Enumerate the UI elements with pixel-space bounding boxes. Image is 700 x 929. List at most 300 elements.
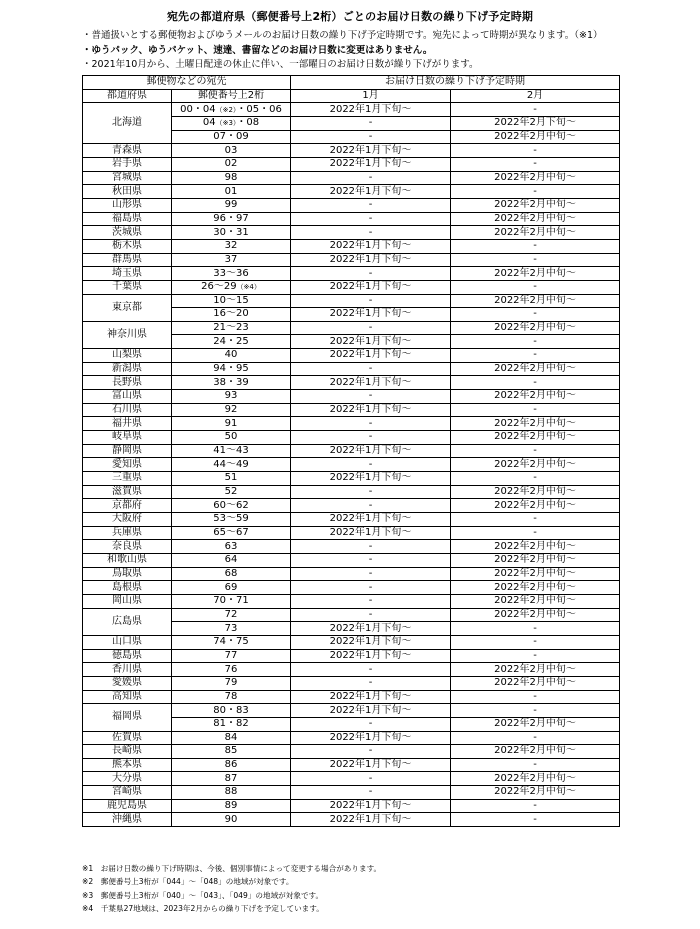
february-cell: - <box>451 157 620 171</box>
zip-value: 72 <box>224 608 238 620</box>
january-cell: 2022年1月下旬～ <box>291 335 451 349</box>
footnote-3: ※3 郵便番号上3桁が「040」～「043」、「049」の地域が対象です。 <box>82 890 324 900</box>
table-row <box>83 417 620 431</box>
header-prefecture: 都道府県 <box>83 89 172 103</box>
january-cell: - <box>291 116 451 130</box>
january-cell: 2022年1月下旬～ <box>291 103 451 117</box>
prefecture-cell: 沖縄県 <box>83 813 172 827</box>
february-cell: 2022年2月中旬～ <box>451 212 620 226</box>
january-cell: 2022年1月下旬～ <box>291 472 451 486</box>
prefecture-cell: 新潟県 <box>83 362 172 376</box>
zip-value: 16～20 <box>213 308 249 320</box>
zip-value: 68 <box>224 567 238 579</box>
zip-value: 44～49 <box>213 458 249 470</box>
february-cell: - <box>451 813 620 827</box>
january-cell: 2022年1月下旬～ <box>291 731 451 745</box>
february-cell: 2022年2月中旬～ <box>451 608 620 622</box>
zip-value: 84 <box>224 731 238 743</box>
january-cell: 2022年1月下旬～ <box>291 349 451 363</box>
table-row <box>83 704 620 718</box>
zip-value: 81・82 <box>213 718 249 730</box>
table-row <box>83 786 620 800</box>
january-cell: - <box>291 499 451 513</box>
zip-cell <box>172 321 291 335</box>
zip-cell <box>172 553 291 567</box>
january-cell: 2022年1月下旬～ <box>291 526 451 540</box>
zip-cell <box>172 116 291 130</box>
table-row <box>83 567 620 581</box>
table-row <box>83 513 620 527</box>
zip-value: 04 <box>202 117 216 129</box>
header-zip: 郵便番号上2桁 <box>172 89 291 103</box>
january-cell: - <box>291 772 451 786</box>
zip-cell <box>172 717 291 731</box>
prefecture-cell: 福島県 <box>83 212 172 226</box>
february-cell: - <box>451 649 620 663</box>
january-cell: - <box>291 171 451 185</box>
table-row <box>83 185 620 199</box>
january-cell: - <box>291 321 451 335</box>
table-row <box>83 444 620 458</box>
prefecture-cell: 奈良県 <box>83 540 172 554</box>
prefecture-cell: 秋田県 <box>83 185 172 199</box>
prefecture-cell: 愛媛県 <box>83 676 172 690</box>
february-cell: - <box>451 103 620 117</box>
prefecture-cell: 山梨県 <box>83 349 172 363</box>
table-row <box>83 499 620 513</box>
zip-note: （※4） <box>236 283 261 292</box>
zip-cell <box>172 772 291 786</box>
january-cell: 2022年1月下旬～ <box>291 376 451 390</box>
january-cell: - <box>291 362 451 376</box>
zip-value: 51 <box>224 472 238 484</box>
january-cell: - <box>291 226 451 240</box>
zip-cell <box>172 676 291 690</box>
february-cell: - <box>451 635 620 649</box>
zip-value-extra: ・05・06 <box>236 103 282 115</box>
prefecture-cell: 徳島県 <box>83 649 172 663</box>
zip-value: 10～15 <box>213 294 249 306</box>
intro-note-3: ・2021年10月から、土曜日配達の休止に伴い、一部曜日のお届け日数が繰り下げがります。 <box>82 59 479 71</box>
january-cell: - <box>291 458 451 472</box>
intro-note-2: ・ゆうパック、ゆうパケット、速達、書留などのお届け日数に変更はありません。 <box>82 44 433 56</box>
schedule-body <box>83 103 620 827</box>
prefecture-cell: 三重県 <box>83 472 172 486</box>
zip-cell <box>172 499 291 513</box>
january-cell: - <box>291 485 451 499</box>
february-cell: 2022年2月中旬～ <box>451 567 620 581</box>
zip-cell <box>172 253 291 267</box>
table-row <box>83 212 620 226</box>
zip-cell <box>172 212 291 226</box>
january-cell: - <box>291 130 451 144</box>
prefecture-cell: 和歌山県 <box>83 553 172 567</box>
january-cell: - <box>291 294 451 308</box>
february-cell: 2022年2月中旬～ <box>451 499 620 513</box>
zip-value: 80・83 <box>213 704 249 716</box>
zip-cell <box>172 226 291 240</box>
prefecture-cell: 茨城県 <box>83 226 172 240</box>
header-schedule: お届け日数の繰り下げ予定時期 <box>291 76 620 90</box>
table-row <box>83 663 620 677</box>
zip-cell <box>172 417 291 431</box>
february-cell: 2022年2月中旬～ <box>451 553 620 567</box>
header-destination: 郵便物などの宛先 <box>83 76 291 90</box>
february-cell: - <box>451 704 620 718</box>
table-row <box>83 321 620 335</box>
january-cell: 2022年1月下旬～ <box>291 622 451 636</box>
zip-value: 38・39 <box>213 376 249 388</box>
prefecture-cell: 富山県 <box>83 390 172 404</box>
zip-cell <box>172 103 291 117</box>
zip-value: 65～67 <box>213 526 249 538</box>
prefecture-cell: 福岡県 <box>83 704 172 731</box>
prefecture-cell: 大分県 <box>83 772 172 786</box>
zip-value: 96・97 <box>213 212 249 224</box>
prefecture-cell: 兵庫県 <box>83 526 172 540</box>
table-row <box>83 635 620 649</box>
february-cell: - <box>451 335 620 349</box>
prefecture-cell: 神奈川県 <box>83 321 172 348</box>
zip-note: （※3） <box>215 119 237 128</box>
zip-cell <box>172 799 291 813</box>
zip-cell <box>172 567 291 581</box>
zip-value: 40 <box>224 349 238 361</box>
prefecture-cell: 長崎県 <box>83 745 172 759</box>
zip-cell <box>172 608 291 622</box>
zip-cell <box>172 786 291 800</box>
prefecture-cell: 群馬県 <box>83 253 172 267</box>
january-cell: 2022年1月下旬～ <box>291 813 451 827</box>
zip-cell <box>172 622 291 636</box>
table-row <box>83 280 620 294</box>
table-row <box>83 362 620 376</box>
january-cell: - <box>291 717 451 731</box>
table-row <box>83 157 620 171</box>
table-row <box>83 431 620 445</box>
january-cell: 2022年1月下旬～ <box>291 444 451 458</box>
zip-cell <box>172 130 291 144</box>
prefecture-cell: 福井県 <box>83 417 172 431</box>
zip-cell <box>172 157 291 171</box>
prefecture-cell: 高知県 <box>83 690 172 704</box>
prefecture-cell: 宮崎県 <box>83 786 172 800</box>
zip-cell <box>172 594 291 608</box>
february-cell: 2022年2月中旬～ <box>451 130 620 144</box>
january-cell: 2022年1月下旬～ <box>291 280 451 294</box>
zip-value: 93 <box>224 390 238 402</box>
january-cell: 2022年1月下旬～ <box>291 513 451 527</box>
zip-cell <box>172 403 291 417</box>
february-cell: - <box>451 308 620 322</box>
zip-cell <box>172 362 291 376</box>
table-row <box>83 758 620 772</box>
january-cell: - <box>291 608 451 622</box>
prefecture-cell: 島根県 <box>83 581 172 595</box>
zip-value: 41～43 <box>213 445 249 457</box>
zip-value: 87 <box>224 772 238 784</box>
zip-cell <box>172 308 291 322</box>
zip-note: （※2） <box>215 105 237 114</box>
table-row <box>83 390 620 404</box>
zip-cell <box>172 813 291 827</box>
table-row <box>83 267 620 281</box>
prefecture-cell: 大阪府 <box>83 513 172 527</box>
zip-cell <box>172 458 291 472</box>
zip-cell <box>172 745 291 759</box>
header-row-columns <box>83 89 620 103</box>
february-cell: 2022年2月中旬～ <box>451 594 620 608</box>
january-cell: - <box>291 581 451 595</box>
zip-value: 01 <box>224 185 238 197</box>
zip-cell <box>172 198 291 212</box>
february-cell: 2022年2月中旬～ <box>451 198 620 212</box>
zip-value: 69 <box>224 581 238 593</box>
prefecture-cell: 山形県 <box>83 198 172 212</box>
zip-value: 89 <box>224 800 238 812</box>
zip-value: 94・95 <box>213 363 249 375</box>
table-row <box>83 594 620 608</box>
zip-cell <box>172 431 291 445</box>
table-row <box>83 294 620 308</box>
february-cell: 2022年2月中旬～ <box>451 294 620 308</box>
zip-value: 02 <box>224 158 238 170</box>
prefecture-cell: 千葉県 <box>83 280 172 294</box>
zip-value: 03 <box>224 144 238 156</box>
january-cell: 2022年1月下旬～ <box>291 239 451 253</box>
prefecture-cell: 広島県 <box>83 608 172 635</box>
table-row <box>83 239 620 253</box>
zip-cell <box>172 294 291 308</box>
february-cell: 2022年2月中旬～ <box>451 717 620 731</box>
table-row <box>83 649 620 663</box>
zip-value-extra: ・08 <box>236 117 260 129</box>
january-cell: - <box>291 431 451 445</box>
february-cell: - <box>451 376 620 390</box>
february-cell: 2022年2月中旬～ <box>451 362 620 376</box>
january-cell: - <box>291 676 451 690</box>
zip-value: 63 <box>224 540 238 552</box>
february-cell: 2022年2月中旬～ <box>451 458 620 472</box>
table-row <box>83 731 620 745</box>
prefecture-cell: 岩手県 <box>83 157 172 171</box>
january-cell: - <box>291 417 451 431</box>
february-cell: - <box>451 280 620 294</box>
february-cell: 2022年2月中旬～ <box>451 772 620 786</box>
january-cell: - <box>291 212 451 226</box>
zip-cell <box>172 690 291 704</box>
header-january: 1月 <box>291 89 451 103</box>
table-row <box>83 485 620 499</box>
february-cell: 2022年2月中旬～ <box>451 581 620 595</box>
february-cell: - <box>451 526 620 540</box>
february-cell: 2022年2月中旬～ <box>451 540 620 554</box>
zip-value: 30・31 <box>213 226 249 238</box>
zip-value: 37 <box>224 253 238 265</box>
zip-value: 77 <box>224 649 238 661</box>
table-row <box>83 198 620 212</box>
prefecture-cell: 静岡県 <box>83 444 172 458</box>
february-cell: - <box>451 758 620 772</box>
january-cell: 2022年1月下旬～ <box>291 758 451 772</box>
intro-note-1: ・普通扱いとする郵便物およびゆうメールのお届け日数の繰り下げ予定時期です。宛先によって時期が異なります。（※1） <box>82 30 603 41</box>
zip-value: 07・09 <box>213 130 249 142</box>
zip-value: 53～59 <box>213 513 249 525</box>
prefecture-cell: 鹿児島県 <box>83 799 172 813</box>
footnote-4: ※4 千葉県27地域は、2023年2月からの繰り下げを予定しています。 <box>82 903 324 913</box>
february-cell: 2022年2月中旬～ <box>451 485 620 499</box>
zip-cell <box>172 704 291 718</box>
zip-cell <box>172 171 291 185</box>
prefecture-cell: 佐賀県 <box>83 731 172 745</box>
table-row <box>83 745 620 759</box>
zip-cell <box>172 513 291 527</box>
february-cell: 2022年2月中旬～ <box>451 745 620 759</box>
zip-value: 21～23 <box>213 322 249 334</box>
footnote-1: ※1 お届け日数の繰り下げ時期は、今後、個別事情によって変更する場合があります。 <box>82 864 382 873</box>
table-row <box>83 799 620 813</box>
prefecture-cell: 岐阜県 <box>83 431 172 445</box>
january-cell: 2022年1月下旬～ <box>291 649 451 663</box>
prefecture-cell: 埼玉県 <box>83 267 172 281</box>
zip-cell <box>172 280 291 294</box>
january-cell: 2022年1月下旬～ <box>291 157 451 171</box>
intro-notes <box>82 29 682 73</box>
table-row <box>83 458 620 472</box>
zip-cell <box>172 663 291 677</box>
february-cell: 2022年2月中旬～ <box>451 786 620 800</box>
prefecture-cell: 宮城県 <box>83 171 172 185</box>
february-cell: - <box>451 403 620 417</box>
zip-cell <box>172 485 291 499</box>
february-cell: 2022年2月中旬～ <box>451 267 620 281</box>
zip-cell <box>172 335 291 349</box>
table-row <box>83 171 620 185</box>
january-cell: - <box>291 594 451 608</box>
zip-value: 24・25 <box>213 335 249 347</box>
zip-cell <box>172 239 291 253</box>
prefecture-cell: 愛知県 <box>83 458 172 472</box>
february-cell: 2022年2月中旬～ <box>451 226 620 240</box>
january-cell: 2022年1月下旬～ <box>291 253 451 267</box>
zip-cell <box>172 731 291 745</box>
zip-cell <box>172 444 291 458</box>
january-cell: - <box>291 390 451 404</box>
january-cell: 2022年1月下旬～ <box>291 690 451 704</box>
zip-value: 00・04 <box>180 103 216 115</box>
zip-cell <box>172 758 291 772</box>
zip-value: 91 <box>224 417 238 429</box>
zip-value: 85 <box>224 745 238 757</box>
zip-value: 73 <box>224 622 238 634</box>
prefecture-cell: 栃木県 <box>83 239 172 253</box>
table-row <box>83 253 620 267</box>
header-february: 2月 <box>451 89 620 103</box>
zip-value: 50 <box>224 431 238 443</box>
zip-value: 74・75 <box>213 636 249 648</box>
zip-value: 26～29 <box>201 281 237 293</box>
zip-value: 79 <box>224 677 238 689</box>
zip-value: 92 <box>224 404 238 416</box>
february-cell: - <box>451 144 620 158</box>
schedule-table <box>82 75 620 827</box>
zip-cell <box>172 376 291 390</box>
february-cell: 2022年2月中旬～ <box>451 431 620 445</box>
january-cell: 2022年1月下旬～ <box>291 144 451 158</box>
table-row <box>83 349 620 363</box>
zip-value: 70・71 <box>213 595 249 607</box>
february-cell: - <box>451 444 620 458</box>
table-row <box>83 472 620 486</box>
table-row <box>83 553 620 567</box>
table-row <box>83 103 620 117</box>
footnotes <box>82 862 682 915</box>
february-cell: 2022年2月中旬～ <box>451 390 620 404</box>
zip-cell <box>172 267 291 281</box>
zip-cell <box>172 144 291 158</box>
table-row <box>83 540 620 554</box>
prefecture-cell: 熊本県 <box>83 758 172 772</box>
january-cell: - <box>291 786 451 800</box>
prefecture-cell: 石川県 <box>83 403 172 417</box>
table-row <box>83 813 620 827</box>
table-row <box>83 608 620 622</box>
header-row-group <box>83 76 620 90</box>
zip-value: 64 <box>224 554 238 566</box>
prefecture-cell: 北海道 <box>83 103 172 144</box>
february-cell: - <box>451 513 620 527</box>
february-cell: - <box>451 185 620 199</box>
zip-cell <box>172 390 291 404</box>
zip-value: 98 <box>224 171 238 183</box>
zip-cell <box>172 185 291 199</box>
january-cell: 2022年1月下旬～ <box>291 403 451 417</box>
february-cell: - <box>451 253 620 267</box>
prefecture-cell: 京都府 <box>83 499 172 513</box>
prefecture-cell: 長野県 <box>83 376 172 390</box>
prefecture-cell: 青森県 <box>83 144 172 158</box>
zip-value: 33～36 <box>213 267 249 279</box>
prefecture-cell: 香川県 <box>83 663 172 677</box>
february-cell: - <box>451 472 620 486</box>
january-cell: - <box>291 663 451 677</box>
table-row <box>83 690 620 704</box>
january-cell: - <box>291 267 451 281</box>
table-row <box>83 581 620 595</box>
zip-cell <box>172 472 291 486</box>
january-cell: 2022年1月下旬～ <box>291 799 451 813</box>
february-cell: 2022年2月下旬～ <box>451 116 620 130</box>
january-cell: 2022年1月下旬～ <box>291 704 451 718</box>
february-cell: 2022年2月中旬～ <box>451 321 620 335</box>
prefecture-cell: 岡山県 <box>83 594 172 608</box>
table-row <box>83 226 620 240</box>
zip-cell <box>172 635 291 649</box>
january-cell: 2022年1月下旬～ <box>291 635 451 649</box>
february-cell: 2022年2月中旬～ <box>451 171 620 185</box>
table-row <box>83 772 620 786</box>
footnote-2: ※2 郵便番号上3桁が「044」～「048」の地域が対象です。 <box>82 877 294 887</box>
zip-value: 78 <box>224 690 238 702</box>
zip-value: 76 <box>224 663 238 675</box>
prefecture-cell: 山口県 <box>83 635 172 649</box>
january-cell: 2022年1月下旬～ <box>291 185 451 199</box>
january-cell: - <box>291 567 451 581</box>
february-cell: - <box>451 731 620 745</box>
prefecture-cell: 東京都 <box>83 294 172 321</box>
february-cell: - <box>451 622 620 636</box>
table-row <box>83 403 620 417</box>
